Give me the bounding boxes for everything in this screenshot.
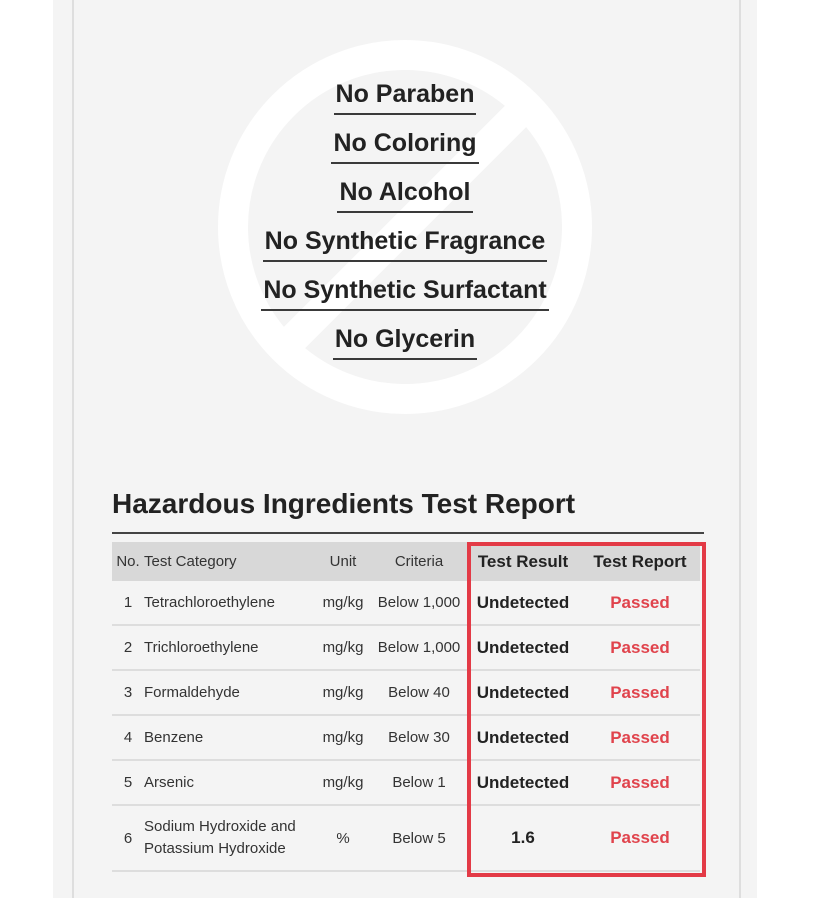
row-category: Tetrachloroethylene — [144, 581, 314, 625]
table-row — [112, 670, 700, 715]
row-category: Arsenic — [144, 760, 314, 805]
prohibition-item: No Synthetic Fragrance — [263, 223, 548, 262]
prohibition-list — [216, 76, 594, 370]
row-report-status: Passed — [580, 581, 700, 625]
row-report-status: Passed — [580, 715, 700, 760]
row-no: 4 — [112, 715, 144, 760]
row-category — [144, 805, 314, 871]
row-report-status: Passed — [580, 760, 700, 805]
row-result: Undetected — [466, 670, 580, 715]
row-unit: mg/kg — [314, 625, 372, 670]
row-result: Undetected — [466, 715, 580, 760]
row-unit: mg/kg — [314, 581, 372, 625]
title-divider — [112, 532, 704, 534]
row-result: Undetected — [466, 760, 580, 805]
row-report-status: Passed — [580, 670, 700, 715]
panel-border-left — [72, 0, 74, 898]
row-report-status: Passed — [580, 805, 700, 871]
row-report-status: Passed — [580, 625, 700, 670]
row-no: 1 — [112, 581, 144, 625]
row-criteria: Below 5 — [372, 805, 466, 871]
row-result: Undetected — [466, 581, 580, 625]
prohibition-item: No Synthetic Surfactant — [261, 272, 548, 311]
row-unit: mg/kg — [314, 760, 372, 805]
row-criteria: Below 1,000 — [372, 625, 466, 670]
header-no: No. — [112, 542, 144, 581]
row-no: 5 — [112, 760, 144, 805]
header-result: Test Result — [466, 542, 580, 581]
header-report: Test Report — [580, 542, 700, 581]
row-category-line: Potassium Hydroxide — [144, 840, 286, 857]
prohibition-item: No Alcohol — [337, 174, 472, 213]
row-no: 6 — [112, 805, 144, 871]
row-category: Benzene — [144, 715, 314, 760]
test-report-table — [112, 542, 700, 872]
row-unit: mg/kg — [314, 670, 372, 715]
row-criteria: Below 40 — [372, 670, 466, 715]
row-category-line: Sodium Hydroxide and — [144, 818, 296, 835]
table-row — [112, 581, 700, 625]
table-header-row — [112, 542, 700, 581]
row-unit: % — [314, 805, 372, 871]
table-row — [112, 715, 700, 760]
row-category: Trichloroethylene — [144, 625, 314, 670]
row-no: 3 — [112, 670, 144, 715]
row-result: Undetected — [466, 625, 580, 670]
row-criteria: Below 1 — [372, 760, 466, 805]
report-title: Hazardous Ingredients Test Report — [112, 488, 576, 519]
header-category: Test Category — [144, 542, 314, 581]
row-unit: mg/kg — [314, 715, 372, 760]
prohibition-item: No Coloring — [331, 125, 478, 164]
row-category: Formaldehyde — [144, 670, 314, 715]
row-criteria: Below 1,000 — [372, 581, 466, 625]
row-no: 2 — [112, 625, 144, 670]
table-row — [112, 805, 700, 871]
prohibition-item: No Paraben — [334, 76, 477, 115]
prohibition-item: No Glycerin — [333, 321, 477, 360]
table-row — [112, 760, 700, 805]
header-unit: Unit — [314, 542, 372, 581]
row-criteria: Below 30 — [372, 715, 466, 760]
panel-border-right — [739, 0, 741, 898]
header-criteria: Criteria — [372, 542, 466, 581]
table-row — [112, 625, 700, 670]
row-result: 1.6 — [466, 805, 580, 871]
